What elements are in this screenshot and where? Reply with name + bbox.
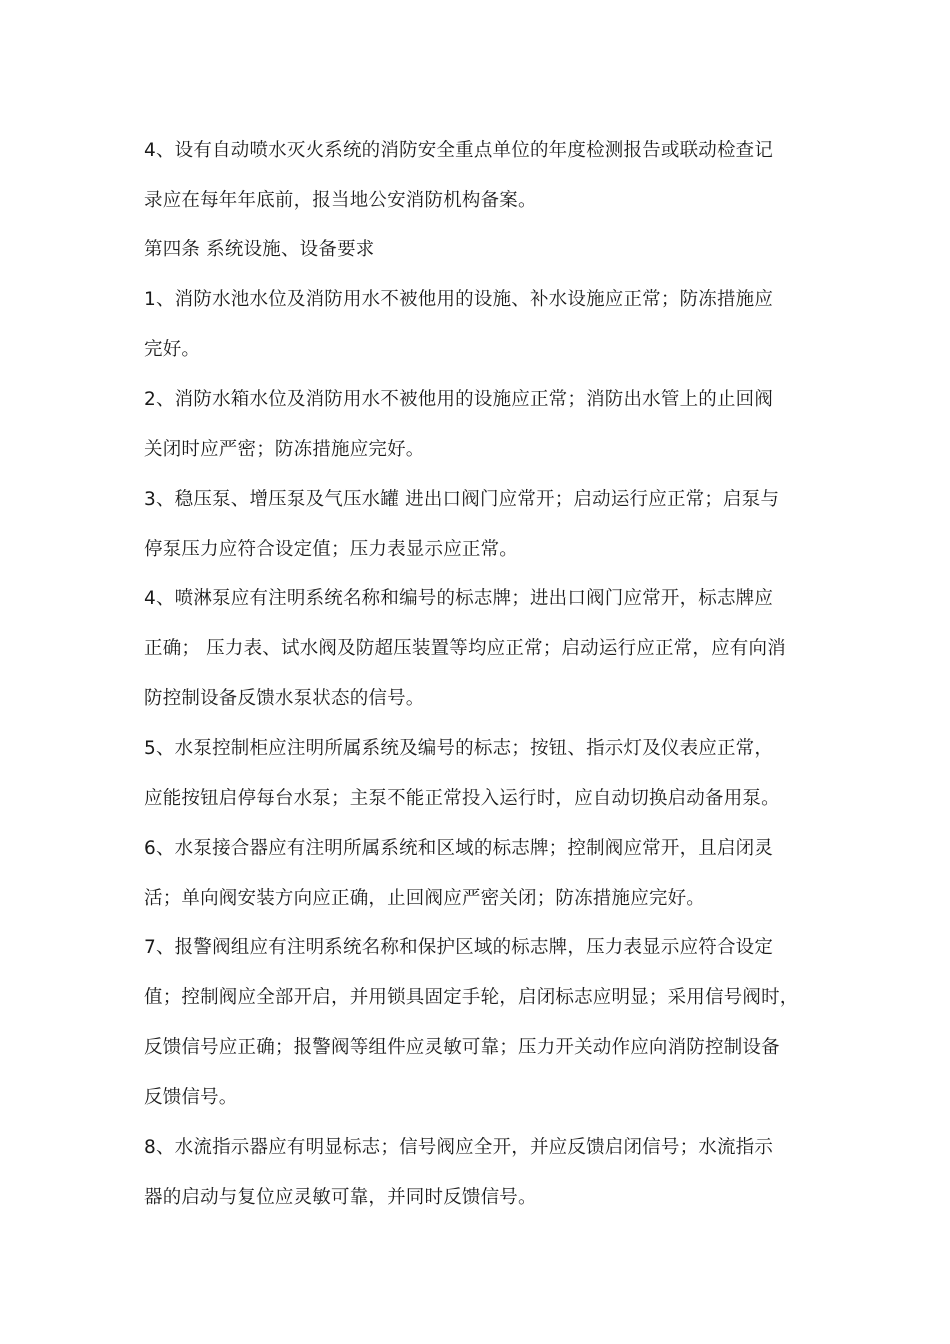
text-line: 反馈信号。 — [144, 1087, 238, 1108]
text-line: 反馈信号应正确；报警阀等组件应灵敏可靠；压力开关动作应向消防控制设备 — [144, 1037, 780, 1058]
text-line: 关闭时应严密；防冻措施应完好。 — [144, 439, 425, 460]
text-line: 值；控制阀应全部开启，并用锁具固定手轮，启闭标志应明显；采用信号阀时， — [144, 987, 799, 1008]
text-line: 4、设有自动喷水灭火系统的消防安全重点单位的年度检测报告或联动检查记 — [144, 140, 774, 161]
text-line: 正确； 压力表、试水阀及防超压装置等均应正常；启动运行应正常，应有向消 — [144, 638, 786, 659]
text-line: 1、消防水池水位及消防用水不被他用的设施、补水设施应正常；防冻措施应 — [144, 289, 774, 310]
text-line: 录应在每年年底前，报当地公安消防机构备案。 — [144, 190, 537, 211]
section-heading: 第四条 系统设施、设备要求 — [144, 239, 375, 260]
text-line: 4、喷淋泵应有注明系统名称和编号的标志牌；进出口阀门应常开，标志牌应 — [144, 588, 774, 609]
text-line: 6、水泵接合器应有注明所属系统和区域的标志牌；控制阀应常开，且启闭灵 — [144, 838, 774, 859]
text-line: 8、水流指示器应有明显标志；信号阀应全开，并应反馈启闭信号；水流指示 — [144, 1137, 774, 1158]
text-line: 2、消防水箱水位及消防用水不被他用的设施应正常；消防出水管上的止回阀 — [144, 389, 774, 410]
text-line: 防控制设备反馈水泵状态的信号。 — [144, 688, 425, 709]
text-line: 器的启动与复位应灵敏可靠，并同时反馈信号。 — [144, 1187, 537, 1208]
text-line: 完好。 — [144, 339, 201, 360]
text-line: 5、水泵控制柜应注明所属系统及编号的标志；按钮、指示灯及仪表应正常， — [144, 738, 774, 759]
text-line: 停泵压力应符合设定值；压力表显示应正常。 — [144, 539, 519, 560]
text-line: 应能按钮启停每台水泵；主泵不能正常投入运行时，应自动切换启动备用泵。 — [144, 788, 780, 809]
text-line: 7、报警阀组应有注明系统名称和保护区域的标志牌，压力表显示应符合设定 — [144, 937, 774, 958]
text-line: 3、稳压泵、增压泵及气压水罐 进出口阀门应常开；启动运行应正常；启泵与 — [144, 489, 780, 510]
text-line: 活；单向阀安装方向应正确，止回阀应严密关闭；防冻措施应完好。 — [144, 888, 706, 909]
